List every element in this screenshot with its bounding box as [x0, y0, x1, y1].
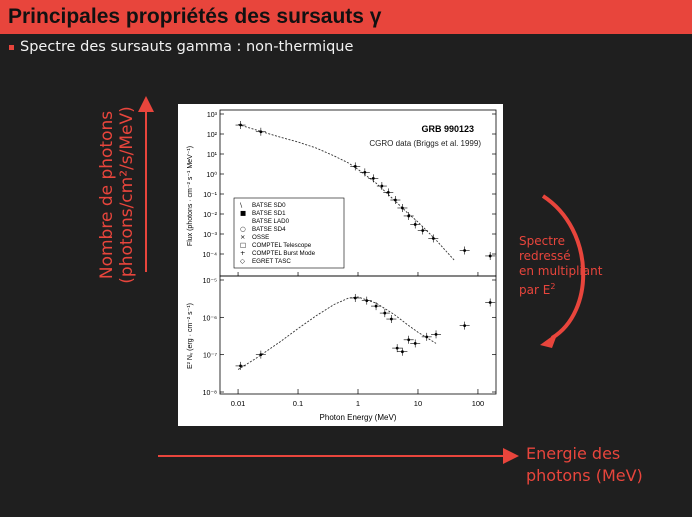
bottom-point-marker [463, 324, 466, 327]
spectrum-chart [178, 104, 503, 426]
legend-symbol-icon: × [240, 233, 246, 241]
bottom-point-marker [375, 305, 378, 308]
bottom-data-point [410, 339, 420, 347]
spectrum-figure [178, 104, 503, 426]
x-tick-label: 10 [413, 399, 423, 408]
bottom-data-point [460, 322, 470, 330]
legend-entry: OSSE [252, 234, 270, 241]
bottom-data-point [404, 336, 414, 344]
top-point-marker [432, 237, 435, 240]
top-point-marker [407, 215, 410, 218]
note-line-3: en multipliant [519, 264, 603, 278]
x-tick-label: 0.01 [230, 399, 246, 408]
top-data-point [377, 182, 387, 190]
legend-symbol-icon: + [240, 249, 246, 257]
note-line-4-text: par E [519, 283, 551, 297]
bottom-point-marker [239, 365, 242, 368]
x-axis-annotation [526, 443, 643, 487]
bullet-square-icon [9, 45, 14, 50]
legend-symbol-icon: ■ [240, 209, 247, 217]
legend-entry: BATSE SD0 [252, 202, 286, 209]
top-panel-ylabel: Flux (photons · cm⁻² s⁻¹ MeV⁻¹) [187, 145, 194, 247]
top-data-point [350, 162, 360, 170]
bottom-data-point [485, 298, 495, 306]
top-y-tick-label: 10⁻³ [203, 232, 217, 239]
top-y-tick-label: 10⁻⁴ [202, 252, 217, 259]
x-annotation-line-2: photons (MeV) [526, 466, 643, 485]
bottom-data-point [371, 302, 381, 310]
curved-arrow-head-icon [540, 332, 558, 348]
bottom-data-point [431, 330, 441, 338]
x-tick-label: 1 [355, 399, 361, 408]
top-point-marker [372, 177, 375, 180]
legend-entry: BATSE SD1 [252, 210, 286, 217]
x-tick-label: 100 [471, 399, 485, 408]
bottom-point-marker [365, 299, 368, 302]
bottom-data-point [350, 294, 360, 302]
bottom-y-tick-label: 10⁻⁷ [202, 352, 217, 360]
legend-entry: COMPTEL Telescope [252, 242, 312, 249]
top-point-marker [380, 185, 383, 188]
bottom-data-point [380, 309, 390, 317]
y-axis-annotation [92, 100, 142, 290]
bottom-data-point [386, 315, 396, 323]
top-y-tick-label: 10⁻² [203, 212, 217, 219]
chart-subtitle: CGRO data (Briggs et al. 1999) [369, 139, 481, 148]
bottom-y-tick-label: 10⁻⁵ [202, 278, 217, 285]
bottom-panel-frame [220, 276, 496, 394]
x-annotation-line-1: Energie des [526, 444, 621, 463]
top-point-marker [239, 124, 242, 127]
legend-entry: COMPTEL Burst Mode [252, 250, 316, 257]
top-point-marker [401, 207, 404, 210]
note-line-2: redressé [519, 249, 571, 263]
top-point-marker [421, 229, 424, 232]
top-point-marker [363, 171, 366, 174]
top-data-point [485, 252, 495, 260]
bottom-point-marker [489, 301, 492, 304]
bottom-point-marker [354, 297, 357, 300]
bottom-data-point [392, 344, 402, 352]
legend-symbol-icon: □ [240, 241, 247, 249]
y-annotation-line-1: Nombre de photons [97, 110, 117, 280]
bottom-point-marker [435, 333, 438, 336]
note-line-4-superscript: 2 [550, 282, 556, 291]
bullet-text: Spectre des sursauts gamma : non-thermique [20, 39, 354, 55]
top-point-marker [394, 199, 397, 202]
top-data-point [418, 226, 428, 234]
bottom-point-marker [396, 347, 399, 350]
top-data-point [368, 174, 378, 182]
top-data-point [460, 246, 470, 254]
top-point-marker [414, 223, 417, 226]
bottom-point-marker [414, 342, 417, 345]
top-point-marker [354, 165, 357, 168]
bottom-y-tick-label: 10⁻⁶ [202, 315, 217, 323]
bottom-point-marker [390, 318, 393, 321]
top-point-marker [463, 249, 466, 252]
top-point-marker [259, 130, 262, 133]
top-data-point [410, 220, 420, 228]
note-line-4 [519, 279, 602, 298]
bottom-data-point [236, 362, 246, 370]
top-data-point [404, 212, 414, 220]
legend-entry: BATSE LAD0 [252, 218, 290, 225]
x-tick-label: 0.1 [292, 399, 304, 408]
legend-symbol-icon: ◇ [240, 257, 245, 265]
bottom-point-marker [259, 353, 262, 356]
bottom-point-marker [425, 335, 428, 338]
top-y-tick-label: 10² [206, 132, 217, 139]
bottom-panel-ylabel: E² Nᵥ (erg · cm⁻² s⁻¹) [187, 302, 194, 370]
y-annotation-line-2: (photons/cm²/s/MeV) [117, 106, 137, 284]
slide-title-bar [0, 0, 692, 34]
top-y-tick-label: 10⁻¹ [203, 192, 217, 199]
slide-title: Principales propriétés des sursauts γ [8, 5, 382, 28]
bottom-data-point [397, 348, 407, 356]
top-y-tick-label: 10⁰ [206, 172, 217, 179]
legend-entry: EGRET TASC [252, 258, 291, 265]
bottom-point-marker [401, 350, 404, 353]
legend-symbol-icon: \ [240, 201, 243, 209]
bottom-point-marker [383, 312, 386, 315]
top-point-marker [489, 255, 492, 258]
legend-entry: BATSE SD4 [252, 226, 286, 233]
bottom-model-curve [238, 297, 436, 370]
top-y-tick-label: 10¹ [206, 152, 217, 159]
legend-symbol-icon: ○ [240, 225, 246, 233]
top-data-point [236, 121, 246, 129]
bottom-data-point [362, 297, 372, 305]
note-line-1: Spectre [519, 234, 565, 248]
top-data-point [390, 196, 400, 204]
bottom-y-tick-label: 10⁻⁸ [202, 390, 217, 397]
e2-note [519, 234, 602, 298]
top-data-point [256, 128, 266, 136]
top-data-point [383, 188, 393, 196]
chart-xlabel: Photon Energy (MeV) [319, 413, 397, 422]
top-data-point [360, 168, 370, 176]
top-point-marker [387, 191, 390, 194]
chart-title: GRB 990123 [421, 124, 474, 134]
bottom-point-marker [407, 338, 410, 341]
top-y-tick-label: 10³ [206, 112, 217, 119]
